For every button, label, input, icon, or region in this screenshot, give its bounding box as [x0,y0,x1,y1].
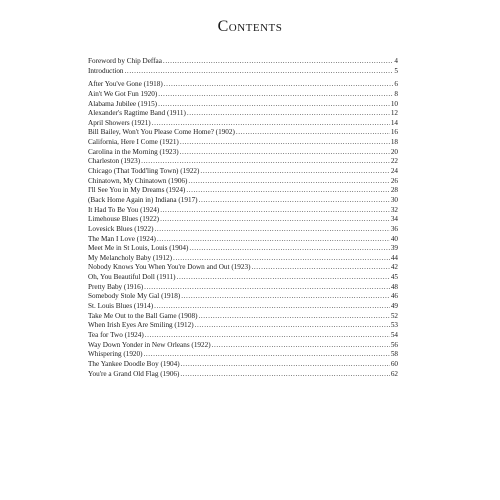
toc-entry-title: Carolina in the Morning (1923) [88,147,179,156]
toc-entry-title: Nobody Knows You When You're Down and Out (1923) [88,263,251,272]
toc-entry-page-number: 58 [390,350,398,359]
toc-entry [88,57,398,67]
toc-entry [88,186,398,196]
toc-entry [88,109,398,119]
toc-entry-title: Meet Me in St Louis, Louis (1904) [88,244,189,253]
toc-entry-title: My Melancholy Baby (1912) [88,253,173,262]
leader-dots [251,263,389,273]
leader-dots [212,341,390,351]
leader-dots [199,196,390,206]
leader-dots [189,244,389,254]
leader-dots [186,186,389,196]
toc-entry-title: I'll See You in My Dreams (1924) [88,186,186,195]
leader-dots [141,157,390,167]
toc-entry-page-number: 16 [390,128,398,137]
toc-entry [88,263,398,273]
leader-dots [125,67,394,77]
toc-entry [88,206,398,216]
toc-entry [88,215,398,225]
toc-entry-page-number: 49 [390,302,398,311]
toc-entry-page-number: 44 [390,253,398,262]
leader-dots [180,148,390,158]
toc-entry-page-number: 48 [390,282,398,291]
toc-entry [88,196,398,206]
toc-entry [88,225,398,235]
toc-entry [88,350,398,360]
toc-entry [88,148,398,158]
toc-entry-title: St. Louis Blues (1914) [88,302,154,311]
toc-entry-title: Alabama Jubilee (1915) [88,99,158,108]
leader-dots [181,360,390,370]
toc-entry [88,138,398,148]
toc-entry [88,177,398,187]
toc-entry-page-number: 6 [394,80,398,89]
toc-entry-title: Pretty Baby (1916) [88,282,144,291]
leader-dots [198,312,389,322]
toc-entry-page-number: 62 [390,369,398,378]
leader-dots [160,215,390,225]
toc-entry-title: California, Here I Come (1921) [88,138,179,147]
toc-entry [88,157,398,167]
leader-dots [158,100,390,110]
toc-entry-page-number: 18 [390,138,398,147]
leader-dots [154,225,389,235]
toc-entry-title: Chinatown, My Chinatown (1906) [88,176,188,185]
toc-entry-page-number: 14 [390,118,398,127]
toc-entry-page-number: 26 [390,176,398,185]
toc-entry-page-number: 45 [390,273,398,282]
leader-dots [181,292,390,302]
toc-entry-page-number: 34 [390,215,398,224]
leader-dots [144,283,390,293]
toc-entry [88,254,398,264]
toc-entry-title: The Yankee Doodle Boy (1904) [88,359,180,368]
leader-dots [152,119,390,129]
toc-entry-page-number: 53 [390,321,398,330]
toc-entry-title: Foreword by Chip Deffaa [88,57,162,65]
toc-entry [88,119,398,129]
leader-dots [154,302,390,312]
leader-dots [144,350,390,360]
leader-dots [195,321,390,331]
front-matter-list [88,57,398,76]
toc-entry-page-number: 10 [390,99,398,108]
toc-entry-page-number: 30 [390,195,398,204]
leader-dots [145,331,390,341]
toc-entry-page-number: 28 [390,186,398,195]
toc-entry [88,100,398,110]
leader-dots [163,57,393,67]
table-of-contents [88,57,398,383]
toc-entry [88,90,398,100]
toc-entry [88,235,398,245]
toc-entry-page-number: 24 [390,167,398,176]
leader-dots [177,273,390,283]
toc-entry-page-number: 12 [390,109,398,118]
toc-entry [88,341,398,351]
toc-entry-title: The Man I Love (1924) [88,234,156,243]
toc-entry [88,331,398,341]
toc-entry-page-number: 32 [390,205,398,214]
toc-entry [88,292,398,302]
toc-entry-page-number: 5 [394,66,398,75]
toc-entry [88,321,398,331]
toc-entry-page-number: 46 [390,292,398,301]
leader-dots [188,177,389,187]
leader-dots [173,254,390,264]
leader-dots [157,235,390,245]
toc-entry-title: Limehouse Blues (1922) [88,215,160,224]
leader-dots [200,167,389,177]
toc-entry-page-number: 4 [394,57,398,65]
toc-entry-title: Ain't We Got Fun 1920) [88,89,158,98]
toc-entry-title: Alexander's Ragtime Band (1911) [88,109,186,118]
toc-entry-page-number: 39 [390,244,398,253]
toc-entry-title: You're a Grand Old Flag (1906) [88,369,180,378]
toc-entry-page-number: 54 [390,330,398,339]
toc-entry-title: Lovesick Blues (1922) [88,224,154,233]
toc-entry [88,167,398,177]
leader-dots [160,206,390,216]
toc-entry [88,67,398,77]
leader-dots [180,138,390,148]
toc-entry-title: It Had To Be You (1924) [88,205,160,214]
toc-entry-page-number: 20 [390,147,398,156]
toc-entry-title: Somebody Stole My Gal (1918) [88,292,181,301]
toc-entry-page-number: 56 [390,340,398,349]
toc-entry [88,312,398,322]
leader-dots [164,80,394,90]
toc-entry-title: Bill Bailey, Won't You Please Come Home? (1902) [88,128,235,137]
leader-dots [180,370,389,380]
songs-list [88,80,398,379]
toc-entry [88,273,398,283]
toc-entry-title: Tea for Two (1924) [88,330,144,339]
toc-entry [88,360,398,370]
toc-entry-page-number: 40 [390,234,398,243]
toc-entry-page-number: 36 [390,224,398,233]
toc-entry-title: Chicago (That Todd'ling Town) (1922) [88,167,200,176]
toc-entry-page-number: 22 [390,157,398,166]
leader-dots [236,128,390,138]
toc-entry [88,283,398,293]
toc-entry-title: After You've Gone (1918) [88,80,163,89]
toc-entry-title: Whispering (1920) [88,350,143,359]
toc-entry [88,80,398,90]
toc-entry-page-number: 60 [390,359,398,368]
toc-entry-page-number: 8 [394,89,398,98]
toc-entry [88,302,398,312]
toc-entry-page-number: 52 [390,311,398,320]
page-title: Contents [217,18,283,35]
toc-entry [88,128,398,138]
leader-dots [187,109,390,119]
toc-entry-title: Take Me Out to the Ball Game (1908) [88,311,198,320]
toc-entry [88,370,398,380]
toc-entry-title: (Back Home Again in) Indiana (1917) [88,195,198,204]
leader-dots [158,90,393,100]
toc-entry-title: Way Down Yonder in New Orleans (1922) [88,340,211,349]
toc-entry-page-number: 42 [390,263,398,272]
toc-entry-title: Charleston (1923) [88,157,141,166]
toc-entry-title: Introduction [88,66,124,75]
toc-entry-title: Oh, You Beautiful Doll (1911) [88,273,176,282]
toc-entry-title: April Showers (1921) [88,118,151,127]
toc-entry-title: When Irish Eyes Are Smiling (1912) [88,321,194,330]
toc-entry [88,244,398,254]
